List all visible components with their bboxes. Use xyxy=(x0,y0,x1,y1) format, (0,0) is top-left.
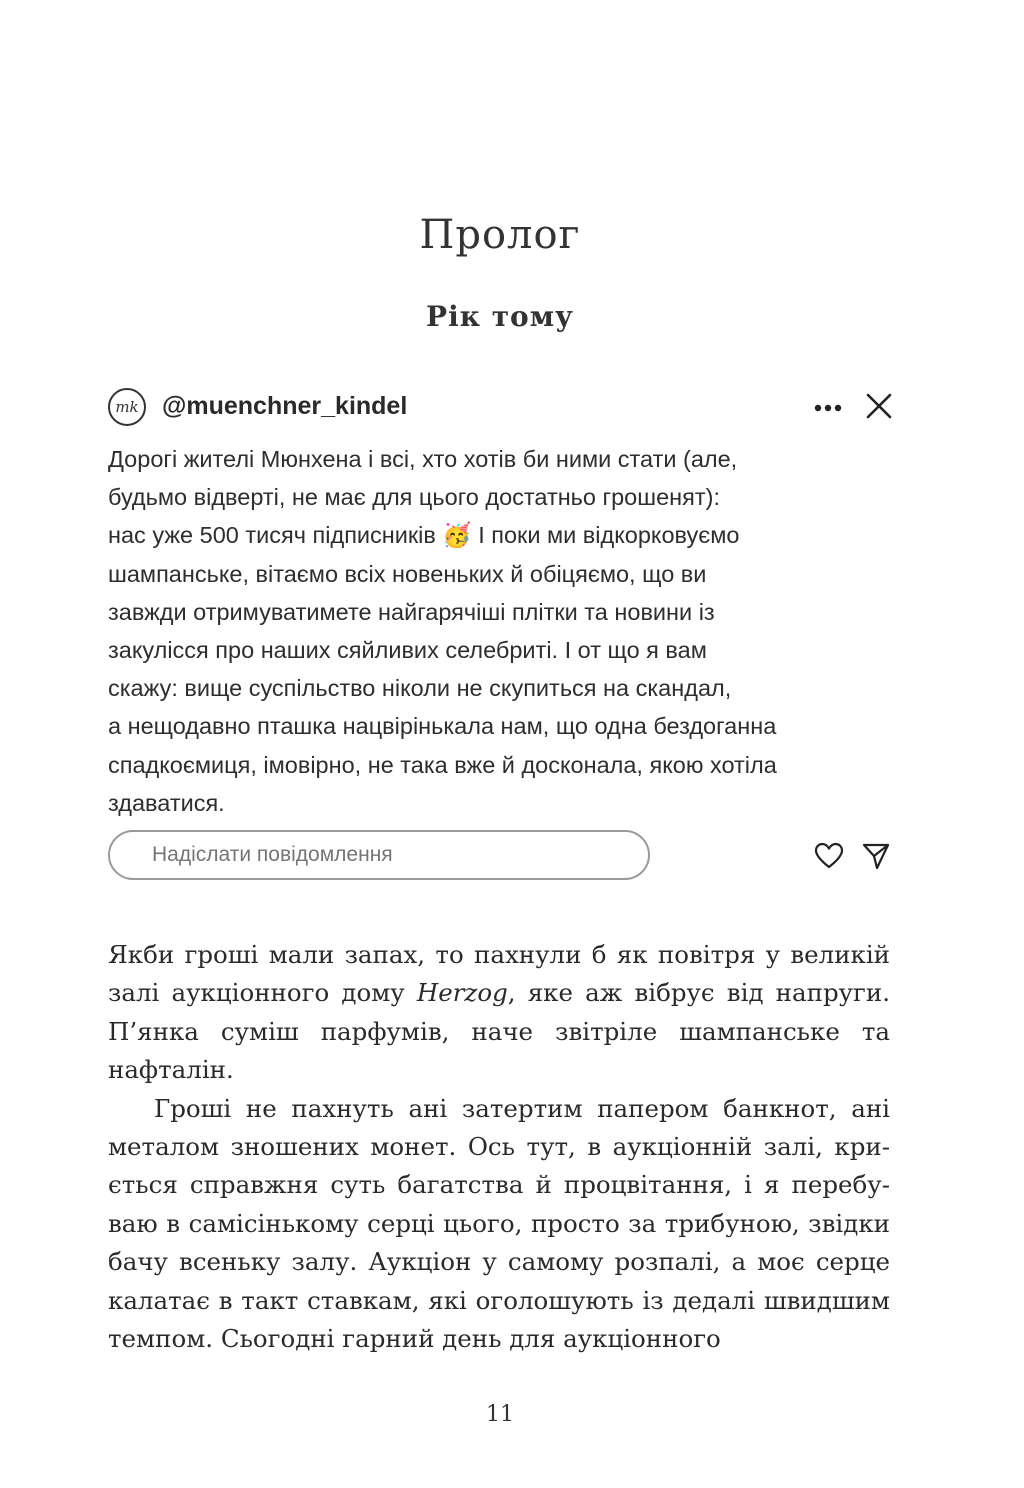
paragraph xyxy=(108,936,890,1090)
avatar[interactable]: mk xyxy=(108,388,146,426)
post-line: закулісся про наших сяйливих селебриті. І от що я вам xyxy=(108,637,707,664)
send-icon[interactable] xyxy=(862,842,890,870)
post-header xyxy=(108,386,893,430)
message-input[interactable] xyxy=(108,830,650,880)
post-line: скажу: вище суспільство ніколи не скупиться на скандал, xyxy=(108,675,732,702)
social-post xyxy=(108,386,893,822)
message-bar xyxy=(108,830,893,884)
post-caption xyxy=(108,440,888,822)
post-line: Дорогі жителі Мюнхена і всі, хто хотів би ними стати (але, xyxy=(108,446,738,472)
post-line: а нещодавно пташка нацвірінькала нам, що одна бездоганна xyxy=(108,713,777,740)
auction-house-name: Herzog xyxy=(416,978,508,1008)
chapter-body xyxy=(108,936,890,1358)
paragraph-text: Якби гроші мали запах, то пахнули б як повітря у великій залі аукціонного дому xyxy=(108,940,890,1008)
heart-icon[interactable] xyxy=(814,842,844,870)
post-line: здаватися. xyxy=(108,789,225,816)
paragraph-text: , яке аж вібрує від напруги. П’янка суміш парфумів, наче звітріле шампанське та нафталін. xyxy=(108,978,891,1085)
close-icon[interactable] xyxy=(865,392,893,420)
post-line: будьмо відверті, не має для цього достатньо грошенят): xyxy=(108,484,720,511)
chapter-subtitle: Рік тому xyxy=(426,300,574,333)
post-line: нас уже 500 тисяч підписників 🥳 І поки ми відкорковуємо xyxy=(108,522,740,549)
post-line: шампанське, вітаємо всіх новеньких й обіцяємо, що ви xyxy=(108,560,707,587)
post-line: завжди отримуватимете найгарячіші плітки та новини із xyxy=(108,598,715,625)
post-line: спадкоємиця, імовірно, не така вже й досконала, якою хотіла xyxy=(108,751,777,778)
chapter-title: Пролог xyxy=(419,212,581,258)
more-horizontal-icon[interactable] xyxy=(813,394,843,422)
account-handle[interactable]: @muenchner_kindel xyxy=(162,392,408,420)
page-number: 11 xyxy=(486,1402,514,1427)
paragraph: Гроші не пахнуть ані затертим папером банкнот, ані металом зношених монет. Ось тут, в аукціонній залі, криється справжня суть багатства й процвітання, і я перебуваю в самісінькому серці цього, просто за трибуною, звідки бачу всеньку залу. Аукціон у самому розпалі, а моє серце калатає в такт ставкам, які оголошують із дедалі швидшим темпом. Сьогодні гарний день для аукціонного xyxy=(108,1093,890,1354)
